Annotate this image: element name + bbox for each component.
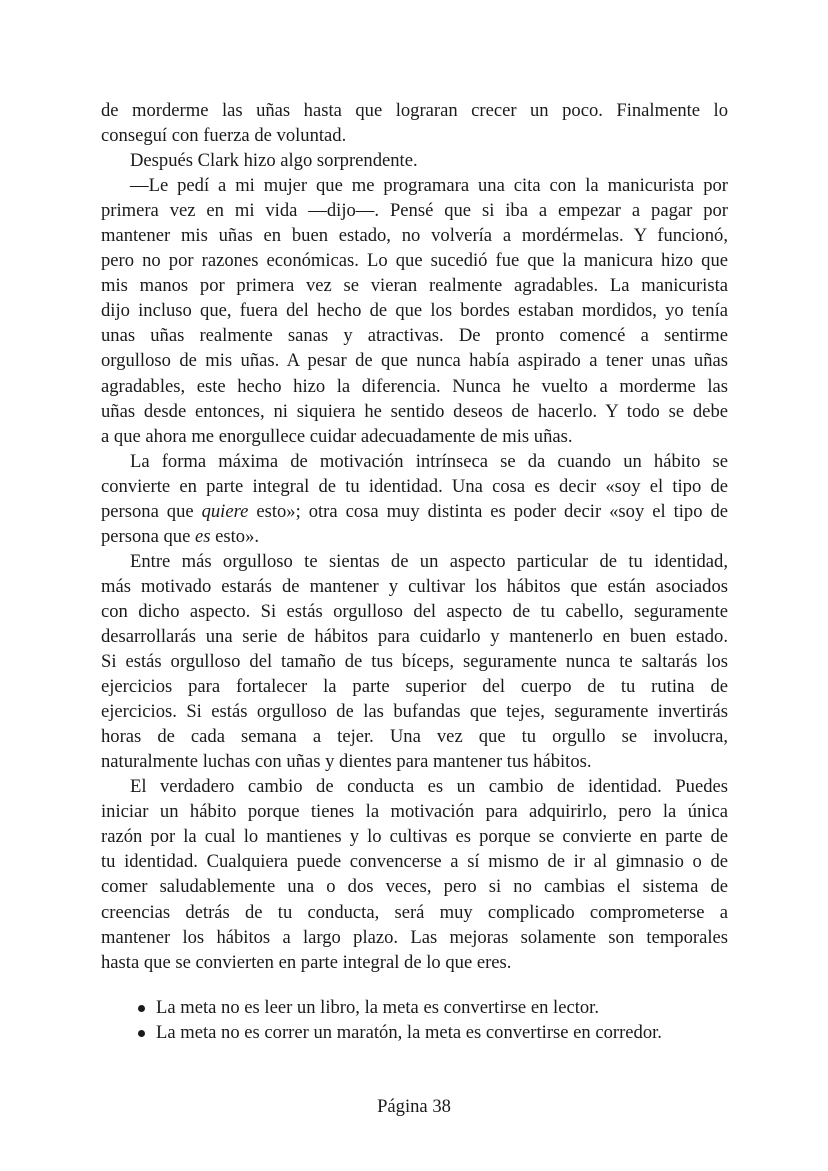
text-line: Después Clark hizo algo sorprendente. [130, 150, 418, 172]
text-line: iniciar un hábito porque tienes la motivación para adquirirlo, pero la única [101, 801, 728, 823]
bullet-icon [138, 1005, 145, 1012]
list-item [101, 1020, 728, 1045]
text-segment: persona que [101, 525, 195, 547]
text-line: La forma máxima de motivación intrínseca se da cuando un hábito se [130, 450, 728, 472]
text-line: razón por la cual lo mantienes y lo cultivas es porque se convierte en parte de [101, 826, 728, 848]
text-line: agradables, este hecho hizo la diferencia. Nunca he vuelto a morderme las [101, 375, 728, 397]
list-item [101, 995, 728, 1020]
text-line: Entre más orgulloso te sientas de un aspecto particular de tu identidad, [130, 550, 728, 572]
text-line: unas uñas realmente sanas y atractivas. De pronto comencé a sentirme [101, 325, 728, 347]
page-number: Página 38 [377, 1096, 451, 1117]
emphasis: quiere [201, 500, 249, 522]
emphasis: es [194, 525, 211, 547]
text-segment: esto»; otra cosa muy distinta es poder decir «soy el tipo de [248, 500, 728, 522]
text-line: uñas desde entonces, ni siquiera he sentido deseos de hacerlo. Y todo se debe [101, 400, 728, 422]
text-line: pero no por razones económicas. Lo que sucedió fue que la manicura hizo que [101, 250, 728, 272]
text-line: comer saludablemente una o dos veces, pero si no cambias el sistema de [101, 876, 728, 898]
text-line: tu identidad. Cualquiera puede convencerse a sí mismo de ir al gimnasio o de [101, 851, 728, 873]
text-segment: persona que [101, 500, 202, 522]
text-line [101, 499, 728, 524]
text-line: Si estás orgulloso del tamaño de tus bíceps, seguramente nunca te saltarás los [101, 651, 728, 673]
text-line [101, 524, 728, 549]
text-line: orgulloso de mis uñas. A pesar de que nunca había aspirado a tener unas uñas [101, 350, 728, 372]
text-line: ejercicios. Si estás orgulloso de las bufandas que tejes, seguramente invertirás [101, 701, 728, 723]
list-spacer [101, 975, 728, 995]
text-line: con dicho aspecto. Si estás orgulloso del aspecto de tu cabello, seguramente [101, 600, 728, 622]
text-line: primera vez en mi vida —dijo—. Pensé que si iba a empezar a pagar por [101, 200, 728, 222]
text-line: mantener mis uñas en buen estado, no volvería a mordérmelas. Y funcionó, [101, 225, 728, 247]
text-line: El verdadero cambio de conducta es un cambio de identidad. Puedes [130, 776, 728, 798]
text-line: —Le pedí a mi mujer que me programara una cita con la manicurista por [130, 175, 728, 197]
text-line: mantener los hábitos a largo plazo. Las mejoras solamente son temporales [101, 926, 728, 948]
text-line: hasta que se convierten en parte integral de lo que eres. [101, 951, 512, 973]
list-item-text: La meta no es correr un maratón, la meta es convertirse en corredor. [156, 1021, 662, 1043]
text-line: conseguí con fuerza de voluntad. [101, 125, 347, 147]
text-line: convierte en parte integral de tu identidad. Una cosa es decir «soy el tipo de [101, 475, 728, 497]
body-text [101, 98, 728, 1045]
text-line: dijo incluso que, fuera del hecho de que los bordes estaban mordidos, yo tenía [101, 300, 728, 322]
text-segment: esto». [210, 525, 260, 547]
text-line: desarrollarás una serie de hábitos para cuidarlo y mantenerlo en buen estado. [101, 625, 728, 647]
bullet-icon [138, 1030, 145, 1037]
text-line: a que ahora me enorgullece cuidar adecuadamente de mis uñas. [101, 425, 573, 447]
text-line: más motivado estarás de mantener y cultivar los hábitos que están asociados [101, 575, 728, 597]
text-line: de morderme las uñas hasta que lograran crecer un poco. Finalmente lo [101, 100, 728, 121]
list-item-text: La meta no es leer un libro, la meta es convertirse en lector. [156, 996, 599, 1018]
text-line: ejercicios para fortalecer la parte superior del cuerpo de tu rutina de [101, 676, 728, 698]
text-line: horas de cada semana a tejer. Una vez que tu orgullo se involucra, [101, 726, 728, 748]
text-line: mis manos por primera vez se vieran realmente agradables. La manicurista [101, 275, 728, 297]
text-line: creencias detrás de tu conducta, será muy complicado comprometerse a [101, 901, 728, 923]
text-line: naturalmente luchas con uñas y dientes para mantener tus hábitos. [101, 751, 592, 773]
